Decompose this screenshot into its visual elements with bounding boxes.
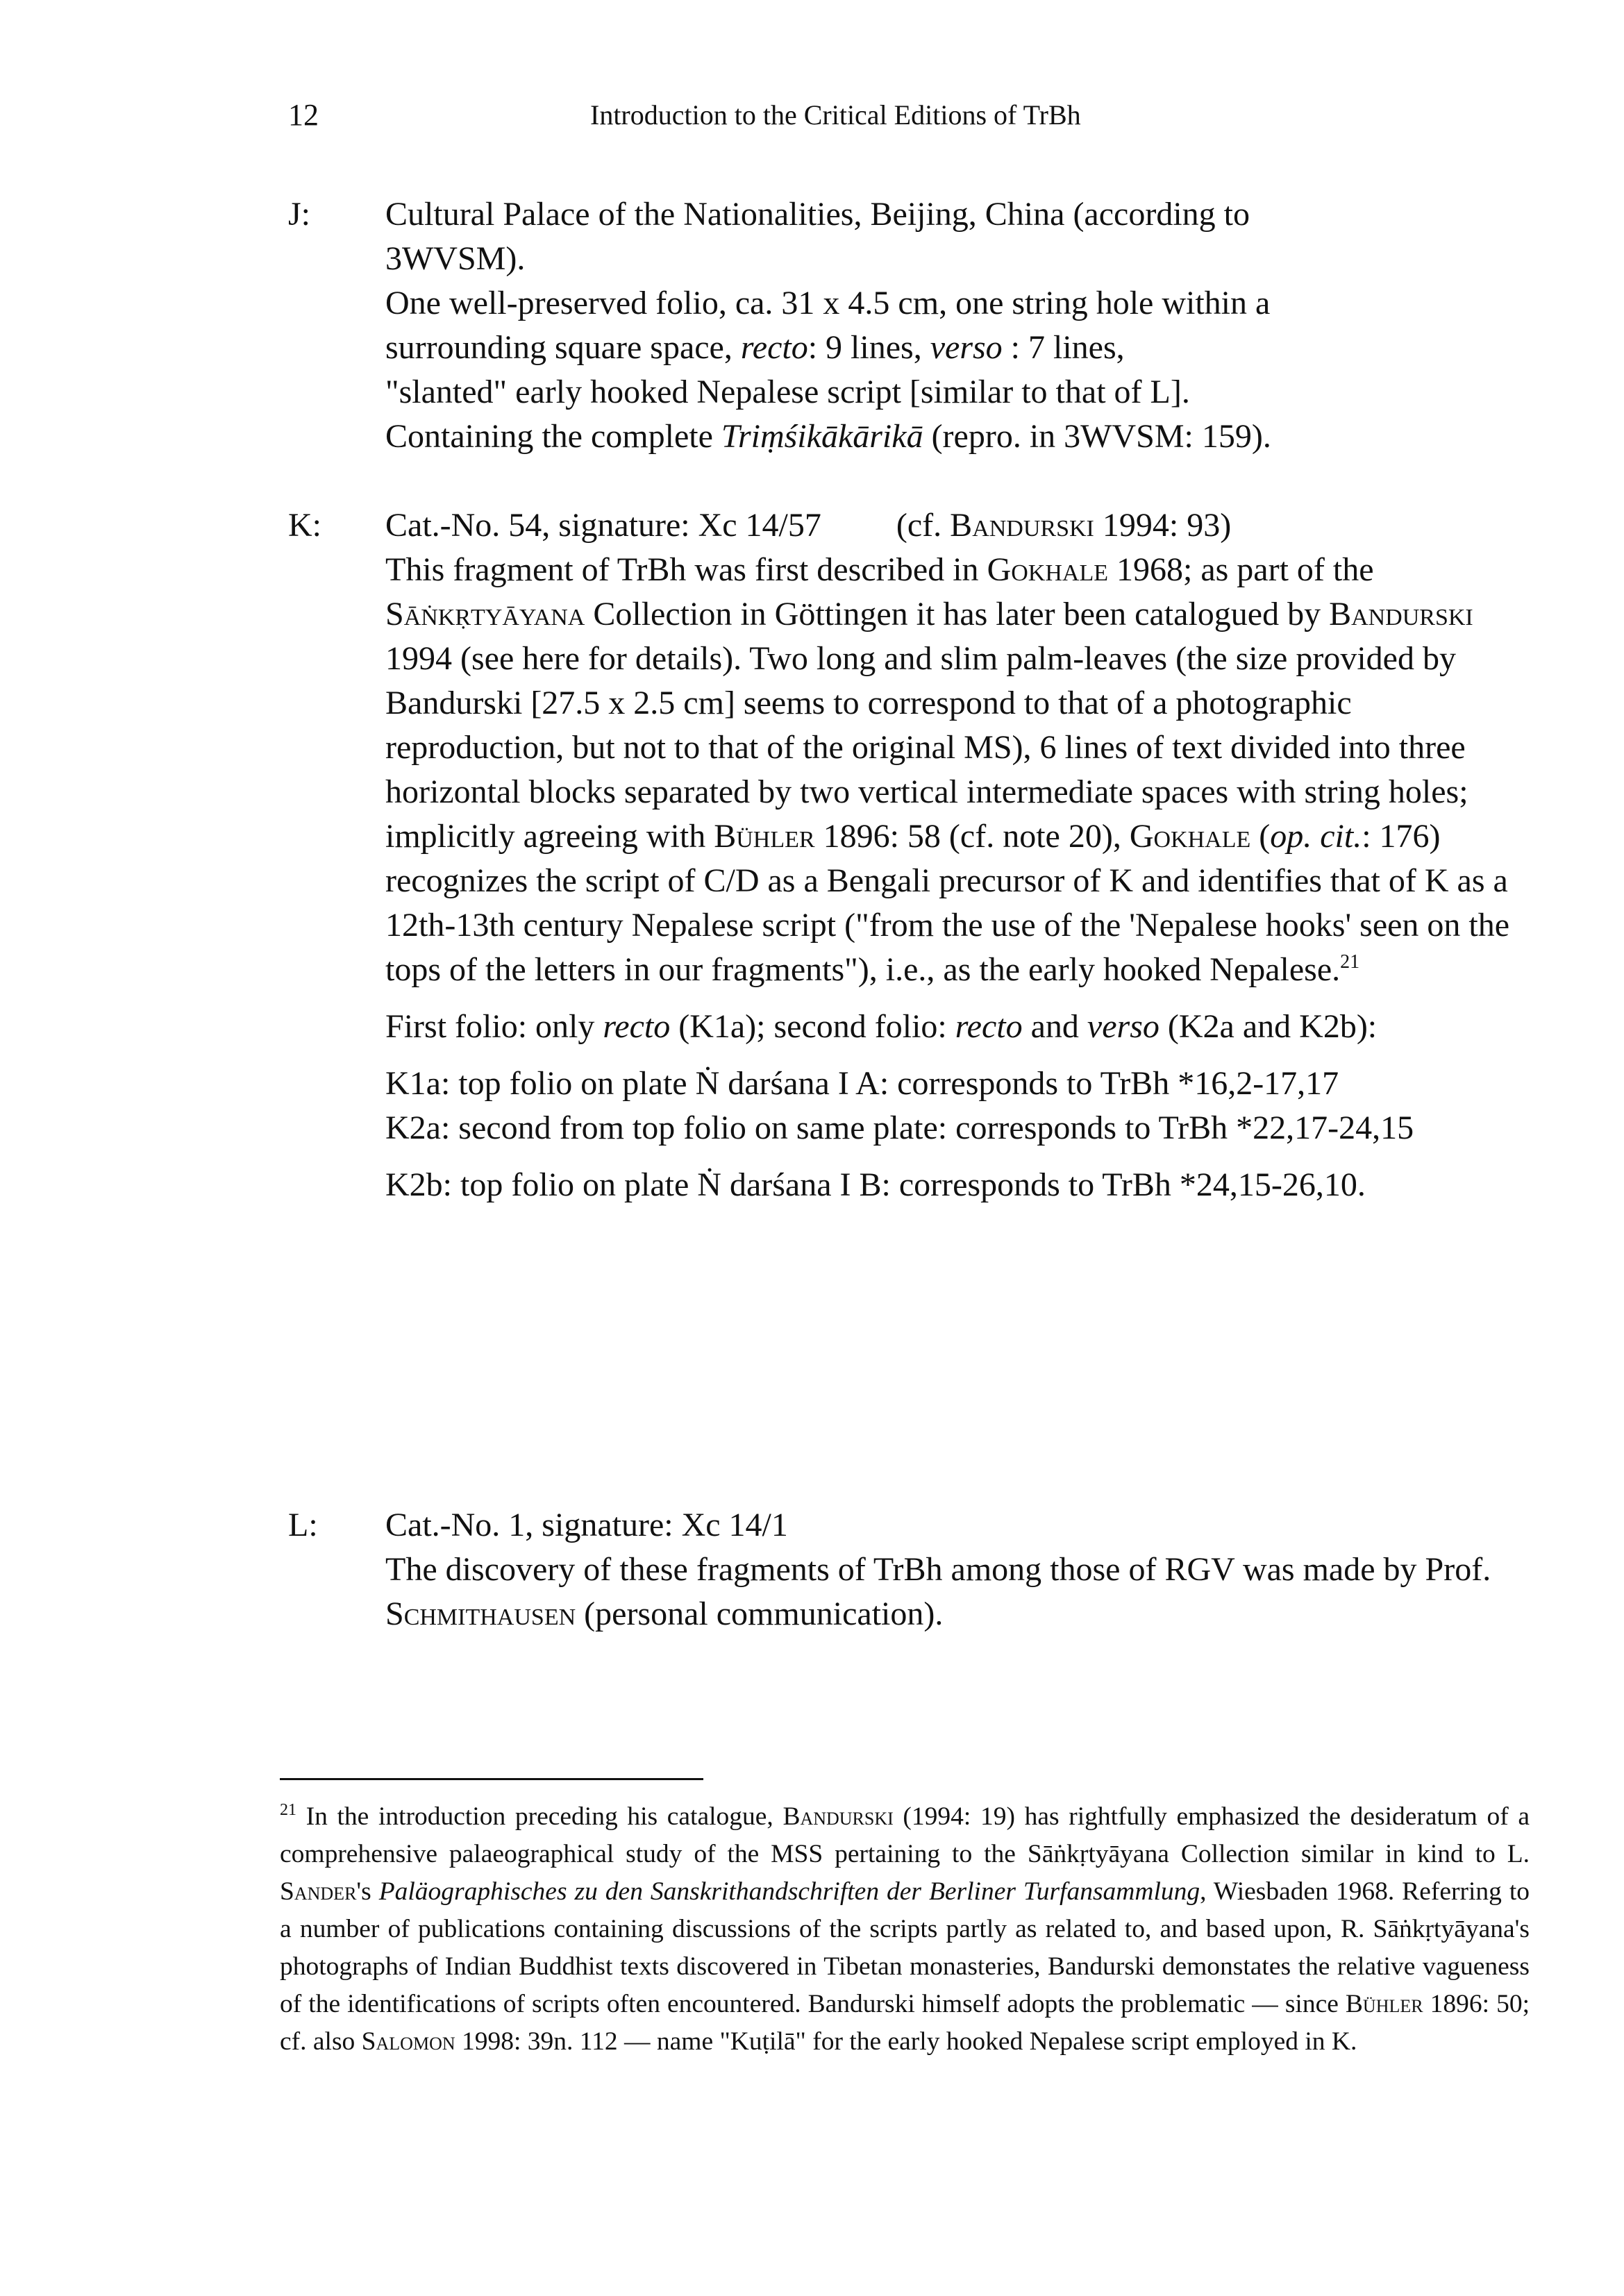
footnote-reference: 21	[1340, 951, 1360, 973]
entry-j-line: Containing the complete Triṃśikākārikā (repro. in 3WVSM: 159).	[385, 418, 1271, 455]
folio-k1a: K1a: top folio on plate Ṅ darśana I A: corresponds to TrBh *16,2-17,17	[385, 1065, 1339, 1102]
entry-label-j: J:	[288, 196, 311, 233]
entry-label-l: L:	[288, 1507, 318, 1543]
entry-j-line: One well-preserved folio, ca. 31 x 4.5 cm, one string hole within a	[385, 285, 1271, 321]
cited-title: Paläographisches zu den Sanskrithandschriften der Berliner Turfansammlung	[378, 1877, 1200, 1906]
catalogue-line: Cat.-No. 1, signature: Xc 14/1	[385, 1507, 788, 1543]
entry-j	[385, 192, 1531, 459]
page-number: 12	[288, 98, 319, 132]
entry-label-k: K:	[288, 507, 321, 544]
entry-j-line: Cultural Palace of the Nationalities, Beijing, China (according to	[385, 196, 1250, 233]
work-title: Triṃśikākārikā	[721, 418, 923, 455]
entry-j-line: 3WVSM).	[385, 240, 526, 277]
running-title: Introduction to the Critical Editions of TrBh	[590, 99, 1081, 131]
folio-summary: First folio: only recto (K1a); second folio: recto and verso (K2a and K2b):	[385, 1008, 1378, 1045]
description-paragraph: The discovery of these fragments of TrBh among those of RGV was made by Prof. Schmithausen (personal communication).	[385, 1551, 1491, 1632]
entry-j-line: "slanted" early hooked Nepalese script [similar to that of L].	[385, 374, 1190, 410]
folio-k2b: K2b: top folio on plate Ṅ darśana I B: corresponds to TrBh *24,15-26,10.	[385, 1166, 1366, 1203]
footnote-rule	[280, 1778, 703, 1780]
folio-k2a: K2a: second from top folio on same plate: corresponds to TrBh *22,17-24,15	[385, 1109, 1414, 1146]
entry-k	[385, 503, 1531, 1207]
footnote-number: 21	[280, 1801, 296, 1819]
description-paragraph: This fragment of TrBh was first described in Gokhale 1968; as part of the Sāṅkṛtyāyana Collection in Göttingen it has later been catalogued by Bandurski 1994 (see here for details). Two long and slim palm-leaves (the size provided by Bandurski [27.5 x 2.5 cm] seems to correspond to that of a photographic reproduction, but not to that of the original MS), 6 lines of text divided into three horizontal blocks separated by two vertical intermediate spaces with string holes; implicitly agreeing with Bühler 1896: 58 (cf. note 20), Gokhale (op. cit.: 176) recognizes the script of C/D as a Bengali precursor of K and identifies that of K as a 12th-13th century Nepalese script ("from the use of the 'Nepalese hooks' seen on the tops of the letters in our fragments"), i.e., as the early hooked Nepalese.$^{21}$	[385, 551, 1510, 988]
footnote-21: $^{21}$ In the introduction preceding his catalogue, Bandurski (1994: 19) has rightfully emphasized the desideratum of a comprehensive palaeographical study of the MSS pertaining to the Sāṅkṛtyāyana Collection similar in kind to L. Sander's Paläographisches zu den Sanskrithandschriften der Berliner Turfansammlung, Wiesbaden 1968. Referring to a number of publications containing discussions of the scripts partly as related to, and based upon, R. Sāṅkṛtyāyana's photographs of Indian Buddhist texts discovered in Tibetan monasteries, Bandurski demonstates the relative vagueness of the identifications of scripts often encountered. Bandurski himself adopts the problematic — since Bühler 1896: 50; cf. also Salomon 1998: 39n. 112 — name "Kuṭilā" for the early hooked Nepalese script employed in K.	[280, 1801, 1530, 2056]
entry-j-line: surrounding square space, recto: 9 lines, verso : 7 lines,	[385, 329, 1125, 366]
catalogue-line: Cat.-No. 54, signature: Xc 14/57 (cf. Bandurski 1994: 93)	[385, 507, 1232, 544]
entry-l	[385, 1503, 1531, 1636]
